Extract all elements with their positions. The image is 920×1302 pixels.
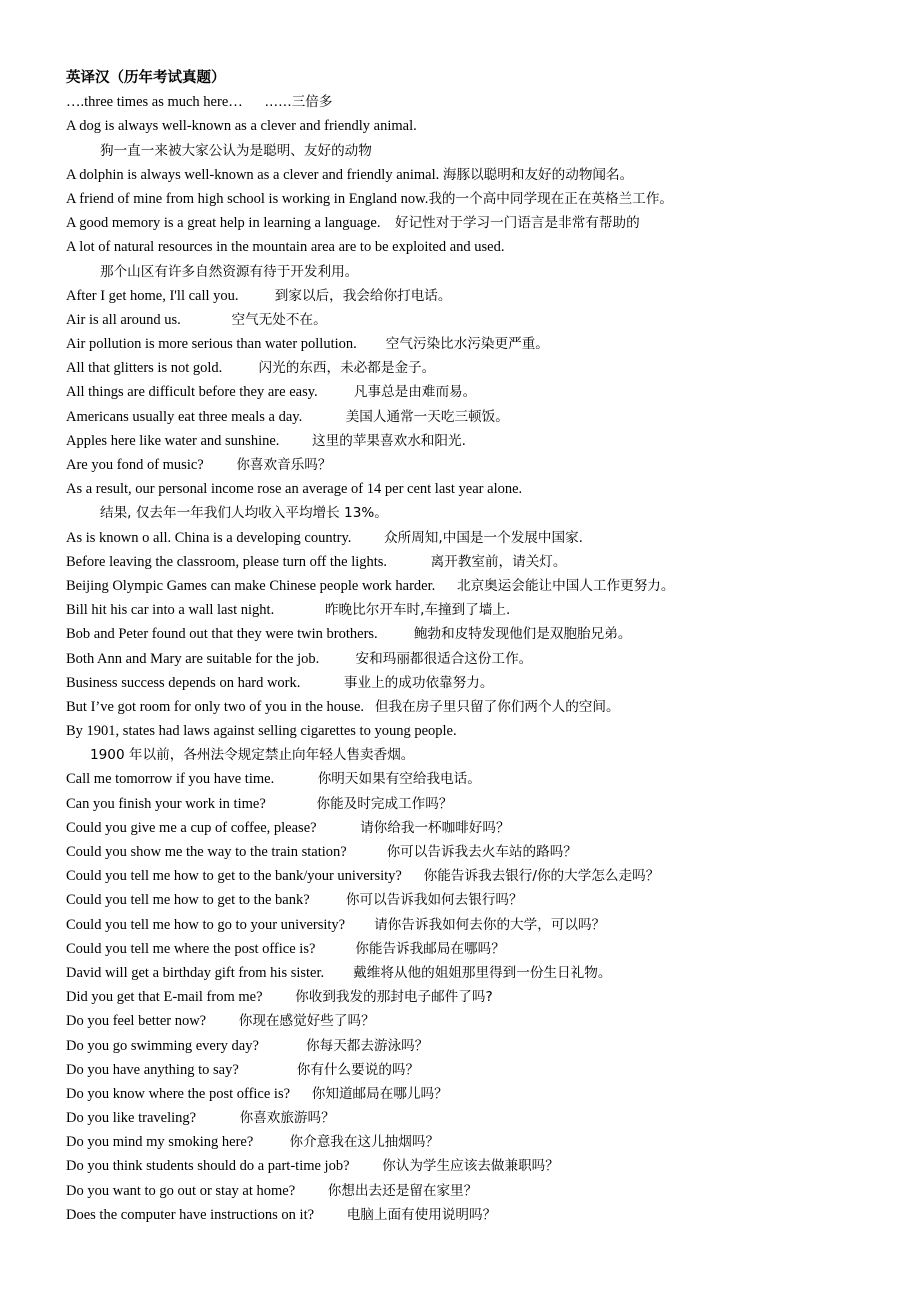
spacer	[290, 1086, 312, 1102]
spacer	[319, 651, 355, 667]
chinese-translation: 昨晚比尔开车时,车撞到了墙上.	[324, 602, 511, 619]
chinese-translation: 你每天都去游泳吗？	[306, 1037, 429, 1054]
english-sentence: Beijing Olympic Games can make Chinese people work harder.	[66, 577, 436, 594]
spacer	[314, 1207, 347, 1223]
spacer	[239, 288, 275, 304]
english-sentence: A dog is always well-known as a clever and friendly animal.	[66, 118, 417, 135]
sentence-pair	[66, 840, 886, 864]
english-sentence: Call me tomorrow if you have time.	[66, 771, 275, 788]
chinese-translation: 海豚以聪明和友好的动物闻名。	[442, 166, 634, 183]
english-sentence: Americans usually eat three meals a day.	[66, 408, 303, 425]
spacer	[435, 578, 457, 594]
english-sentence: Business success depends on hard work.	[66, 674, 301, 691]
chinese-translation: 美国人通常一天吃三顿饭。	[345, 408, 509, 425]
sentence-pair	[66, 1082, 886, 1106]
spacer	[196, 1110, 240, 1126]
english-sentence: Bill hit his car into a wall last night.	[66, 602, 275, 619]
chinese-translation: 你有什么要说的吗？	[296, 1061, 420, 1078]
chinese-translation: 这里的苹果喜欢水和阳光.	[312, 432, 466, 449]
chinese-translation: 好记性对于学习一门语言是非常有帮助的	[394, 215, 640, 232]
spacer	[274, 771, 318, 787]
chinese-translation: 1900 年以前，各州法令规定禁止向年轻人售卖香烟。	[90, 747, 415, 764]
english-sentence: Do you feel better now?	[66, 1013, 207, 1030]
english-sentence: Both Ann and Mary are suitable for the job.	[66, 650, 320, 667]
spacer	[295, 1183, 328, 1199]
chinese-translation: 但我在房子里只留了你们两个人的空间。	[374, 698, 620, 715]
chinese-translation: 你能告诉我邮局在哪吗？	[355, 940, 505, 957]
spacer	[345, 917, 374, 933]
sentence-pair	[66, 961, 886, 985]
spacer	[350, 1158, 383, 1174]
chinese-translation: 请你给我一杯咖啡好吗？	[360, 819, 510, 836]
sentence-pair	[66, 139, 886, 163]
chinese-translation: 你明天如果有空给我电话。	[317, 771, 481, 788]
spacer	[253, 1134, 289, 1150]
chinese-translation: 众所周知,中国是一个发展中国家.	[384, 529, 583, 546]
sentence-pair	[66, 405, 886, 429]
sentence-pair	[66, 284, 886, 308]
sentence-pair	[66, 453, 886, 477]
chinese-translation: 狗一直一来被大家公认为是聪明、友好的动物	[100, 142, 372, 159]
sentence-pair	[66, 1034, 886, 1058]
chinese-translation: 你现在感觉好些了吗？	[238, 1013, 375, 1030]
sentence-pair	[66, 937, 886, 961]
sentence-pair	[66, 1058, 886, 1082]
document-page	[66, 66, 886, 1227]
spacer	[222, 360, 258, 376]
chinese-translation: 安和玛丽都很适合这份工作。	[355, 650, 533, 667]
sentence-pair	[66, 719, 886, 743]
chinese-translation: 鲍勃和皮特发现他们是双胞胎兄弟。	[413, 626, 632, 643]
sentence-pair	[66, 888, 886, 912]
english-sentence: A dolphin is always well-known as a clever and friendly animal.	[66, 166, 440, 183]
chinese-translation: 你收到我发的那封电子邮件了吗?	[295, 989, 493, 1006]
chinese-translation: 你想出去还是留在家里？	[327, 1182, 478, 1199]
sentence-pair	[66, 622, 886, 646]
spacer	[181, 312, 232, 328]
spacer	[279, 433, 312, 449]
english-sentence: All things are difficult before they are easy.	[66, 384, 318, 401]
english-sentence: Can you finish your work in time?	[66, 795, 266, 812]
chinese-translation: 请你告诉我如何去你的大学，可以吗？	[374, 916, 606, 933]
sentence-pair	[66, 332, 886, 356]
english-sentence: Before leaving the classroom, please turn off the lights.	[66, 553, 388, 570]
english-sentence: Do you go swimming every day?	[66, 1037, 259, 1054]
chinese-translation: 空气无处不在。	[231, 311, 327, 328]
english-sentence: Air is all around us.	[66, 311, 181, 328]
spacer	[259, 1038, 306, 1054]
sentence-pair	[66, 1203, 886, 1227]
sentence-pair	[66, 913, 886, 937]
sentence-pair	[66, 985, 886, 1009]
chinese-translation: 那个山区有许多自然资源有待于开发利用。	[100, 263, 359, 280]
chinese-translation: 你可以告诉我去火车站的路吗？	[386, 844, 577, 860]
chinese-translation: 你能及时完成工作吗？	[316, 795, 453, 812]
spacer	[239, 1062, 297, 1078]
english-sentence: Did you get that E-mail from me?	[66, 989, 263, 1006]
chinese-translation: 你介意我在这儿抽烟吗？	[289, 1134, 440, 1151]
chinese-translation: 戴维将从他的姐姐那里得到一份生日礼物。	[353, 964, 612, 981]
english-sentence: A friend of mine from high school is working in England now.	[66, 190, 429, 207]
sentence-pair	[66, 187, 886, 211]
chinese-translation: 空气污染比水污染更严重。	[385, 336, 549, 353]
english-sentence: Do you mind my smoking here?	[66, 1134, 254, 1151]
english-sentence: Do you like traveling?	[66, 1110, 197, 1127]
spacer	[310, 892, 346, 908]
sentence-pair	[66, 1154, 886, 1178]
spacer	[387, 554, 431, 570]
spacer	[317, 820, 361, 836]
english-sentence: Could you tell me where the post office is?	[66, 940, 316, 957]
spacer	[315, 941, 355, 957]
english-sentence: As is known o all. China is a developing country.	[66, 529, 352, 546]
spacer	[204, 457, 237, 473]
chinese-translation: 你喜欢音乐吗？	[236, 457, 332, 473]
english-sentence: As a result, our personal income rose an average of 14 per cent last year alone.	[66, 481, 523, 498]
chinese-translation: 结果, 仅去年一年我们人均收入平均增长 13%。	[100, 505, 388, 522]
english-sentence: Air pollution is more serious than water pollution.	[66, 336, 357, 353]
sentence-pair	[66, 767, 886, 791]
sentence-pair	[66, 380, 886, 404]
english-sentence: Bob and Peter found out that they were twin brothers.	[66, 626, 378, 643]
english-sentence: A good memory is a great help in learning a language.	[66, 215, 381, 232]
english-sentence: Apples here like water and sunshine.	[66, 432, 280, 449]
spacer	[300, 675, 344, 691]
sentence-pair	[66, 526, 886, 550]
spacer	[364, 699, 375, 715]
sentence-pair	[66, 308, 886, 332]
sentence-pair	[66, 695, 886, 719]
sentence-pair	[66, 598, 886, 622]
spacer	[324, 965, 353, 981]
spacer	[302, 409, 346, 425]
sentence-pair	[66, 550, 886, 574]
chinese-translation: 北京奥运会能让中国人工作更努力。	[457, 577, 675, 594]
spacer	[266, 796, 317, 812]
chinese-translation: 事业上的成功依靠努力。	[343, 674, 494, 691]
spacer	[318, 384, 354, 400]
sentence-pair	[66, 211, 886, 235]
sentence-pair	[66, 356, 886, 380]
english-sentence: Do you think students should do a part-time job?	[66, 1158, 350, 1175]
english-sentence: ….three times as much here…	[66, 94, 243, 111]
spacer	[351, 530, 384, 546]
sentence-pair	[66, 743, 886, 767]
spacer	[402, 868, 424, 884]
chinese-translation: 你喜欢旅游吗？	[239, 1110, 335, 1127]
english-sentence: Could you tell me how to get to the bank?	[66, 892, 310, 909]
english-sentence: Are you fond of music?	[66, 457, 204, 473]
spacer	[263, 989, 296, 1005]
english-sentence: After I get home, I'll call you.	[66, 287, 239, 304]
spacer	[380, 215, 395, 231]
spacer	[274, 602, 325, 618]
english-sentence: All that glitters is not gold.	[66, 360, 223, 377]
spacer	[206, 1013, 239, 1029]
english-sentence: By 1901, states had laws against selling cigarettes to young people.	[66, 723, 457, 740]
english-sentence: Could you tell me how to get to the bank/your university?	[66, 868, 402, 885]
english-sentence: Could you tell me how to go to your university?	[66, 916, 346, 933]
sentence-pair	[66, 864, 886, 888]
chinese-translation: 闪光的东西，未必都是金子。	[258, 360, 436, 377]
sentence-pair	[66, 90, 886, 114]
sentence-pair	[66, 792, 886, 816]
document-title: 英译汉（历年考试真题）	[66, 70, 226, 86]
english-sentence: Does the computer have instructions on it?	[66, 1206, 315, 1223]
spacer	[243, 94, 265, 110]
english-sentence: A lot of natural resources in the mountain area are to be exploited and used.	[66, 239, 505, 256]
sentence-pair	[66, 260, 886, 284]
chinese-translation: 我的一个高中同学现在正在英格兰工作。	[428, 190, 674, 207]
spacer	[378, 626, 414, 642]
spacer	[347, 844, 387, 860]
sentence-pair	[66, 1106, 886, 1130]
english-sentence: But I’ve got room for only two of you in the house.	[66, 698, 365, 715]
chinese-translation: 你知道邮局在哪儿吗？	[311, 1085, 448, 1102]
sentence-pair	[66, 501, 886, 525]
sentence-pair	[66, 1130, 886, 1154]
sentence-pair	[66, 671, 886, 695]
english-sentence: Do you know where the post office is?	[66, 1085, 291, 1102]
english-sentence: David will get a birthday gift from his sister.	[66, 964, 325, 981]
sentence-pair	[66, 429, 886, 453]
sentence-pair	[66, 163, 886, 187]
english-sentence: Do you have anything to say?	[66, 1061, 239, 1078]
sentence-pair	[66, 477, 886, 501]
chinese-translation: 你认为学生应该去做兼职吗？	[382, 1158, 559, 1175]
sentence-pair	[66, 816, 886, 840]
english-sentence: Do you want to go out or stay at home?	[66, 1182, 296, 1199]
sentence-pair	[66, 574, 886, 598]
chinese-translation: ……三倍多	[264, 94, 333, 111]
chinese-translation: 你能告诉我去银行/你的大学怎么走吗？	[423, 868, 660, 885]
sentence-pair	[66, 647, 886, 671]
sentence-pair	[66, 1179, 886, 1203]
sentence-pair	[66, 235, 886, 259]
english-sentence: Could you give me a cup of coffee, please?	[66, 819, 317, 836]
chinese-translation: 到家以后，我会给你打电话。	[274, 287, 452, 304]
chinese-translation: 电脑上面有使用说明吗？	[346, 1206, 497, 1223]
spacer	[357, 336, 386, 352]
sentence-pair	[66, 1009, 886, 1033]
sentence-pair	[66, 114, 886, 138]
chinese-translation: 离开教室前，请关灯。	[430, 553, 567, 570]
entry-list	[66, 90, 886, 1227]
chinese-translation: 你可以告诉我如何去银行吗？	[345, 892, 523, 909]
chinese-translation: 凡事总是由难而易。	[353, 384, 477, 401]
english-sentence: Could you show me the way to the train station?	[66, 844, 347, 860]
